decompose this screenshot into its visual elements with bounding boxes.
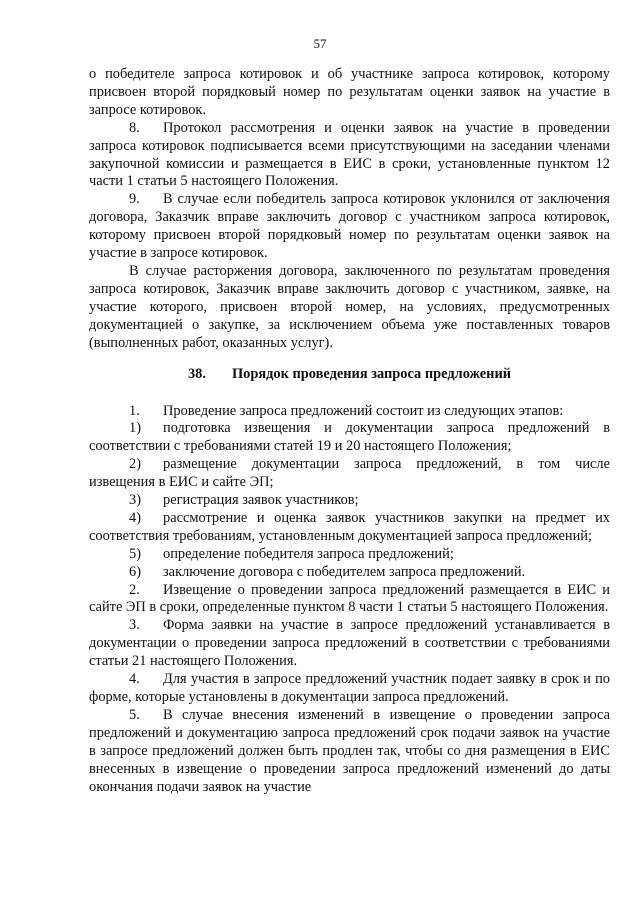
paragraph-number: 1) <box>129 420 141 437</box>
paragraph-number: 4. <box>129 671 140 688</box>
paragraph <box>89 546 610 564</box>
paragraph-text: Протокол рассмотрения и оценки заявок на участие в проведении запроса котировок подписывается всеми присутствующими на заседании членами закупочной комиссии и размещается в ЕИС в сроки, установленные пунктом 12 части 1 статьи 5 настоящего Положения. <box>89 119 610 190</box>
section-title: Порядок проведения запроса предложений <box>231 365 512 382</box>
paragraph-text: о победителе запроса котировок и об участнике запроса котировок, которому присвоен второй порядковый номер по результатам оценки заявок на участие в запросе котировок. <box>89 66 610 118</box>
paragraph-text: Форма заявки на участие в запросе предложений устанавливается в документации о проведении запроса предложений в соответствии с требованиями статьи 21 настоящего Положения. <box>89 617 610 670</box>
paragraph-text: В случае если победитель запроса котировок уклонился от заключения договора, Заказчик вправе заключить договор с участником запроса котировок, которому присвоен второй порядковый номер по результатам оценки заявок на участие в запросе котировок. <box>89 191 610 262</box>
paragraph <box>89 456 610 492</box>
paragraph-text: размещение документации запроса предложений, в том числе извещения в ЕИС и сайте ЭП; <box>89 456 610 491</box>
paragraph <box>89 66 610 120</box>
paragraph <box>89 120 610 192</box>
paragraphs-before-heading <box>89 66 610 353</box>
paragraph-text: рассмотрение и оценка заявок участников закупки на предмет их соответствия требованиям, установленным документацией запроса предложений; <box>89 509 610 544</box>
paragraph-number: 5. <box>129 706 140 723</box>
paragraph <box>89 582 610 618</box>
paragraph-text: регистрация заявок участников; <box>163 492 359 509</box>
paragraph <box>89 671 610 707</box>
paragraph-number: 1. <box>129 402 140 419</box>
paragraph <box>89 492 610 510</box>
paragraph-number: 5) <box>129 545 141 562</box>
paragraph <box>89 191 610 263</box>
paragraph-text: подготовка извещения и документации запроса предложений в соответствии с требованиями статей 19 и 20 настоящего Положения; <box>89 420 610 455</box>
paragraph <box>89 564 610 582</box>
paragraph-number: 2. <box>129 581 140 598</box>
paragraph-text: заключение договора с победителем запроса предложений. <box>163 563 526 580</box>
paragraph-number: 4) <box>129 509 141 526</box>
section-number: 38. <box>187 365 206 382</box>
paragraph-text: В случае расторжения договора, заключенного по результатам проведения запроса котировок, Заказчик вправе заключить договор с участником, заявке, на участие которого, присвоен второй номер, на условиях, предусмотренных документацией о закупке, за исключением объема уже поставленных товаров (выполненных работ, оказанных услуг). <box>89 262 610 351</box>
paragraph <box>89 420 610 456</box>
paragraph <box>89 263 610 353</box>
page-number: 57 <box>313 36 327 51</box>
paragraph-text: Извещение о проведении запроса предложений размещается в ЕИС и сайте ЭП в сроки, определенные пунктом 8 части 1 статьи 5 настоящего Положения. <box>89 581 610 616</box>
section-heading <box>89 365 610 383</box>
paragraph-number: 8. <box>129 119 140 136</box>
paragraph-number: 9. <box>129 191 140 208</box>
document-body <box>89 66 610 796</box>
paragraph-number: 2) <box>129 456 141 473</box>
paragraph-text: Для участия в запросе предложений участник подает заявку в срок и по форме, которые установлены в документации запроса предложений. <box>89 671 610 705</box>
paragraph <box>89 617 610 671</box>
paragraph-number: 6) <box>129 563 141 580</box>
paragraph-text: определение победителя запроса предложений; <box>163 545 454 562</box>
paragraph <box>89 403 610 421</box>
paragraph-text: В случае внесения изменений в извещение о проведении запроса предложений и документацию запроса предложений срок подачи заявок на участие в запросе предложений должен быть продлен так, чтобы со дня размещения в ЕИС внесенных в извещение о проведении запроса предложений изменений до даты окончания подачи заявок на участие <box>89 706 610 795</box>
paragraphs-after-heading <box>89 403 610 797</box>
paragraph <box>89 707 610 797</box>
paragraph-number: 3) <box>129 492 141 509</box>
paragraph <box>89 510 610 546</box>
paragraph-text: Проведение запроса предложений состоит из следующих этапов: <box>163 402 564 419</box>
paragraph-number: 3. <box>129 617 140 634</box>
